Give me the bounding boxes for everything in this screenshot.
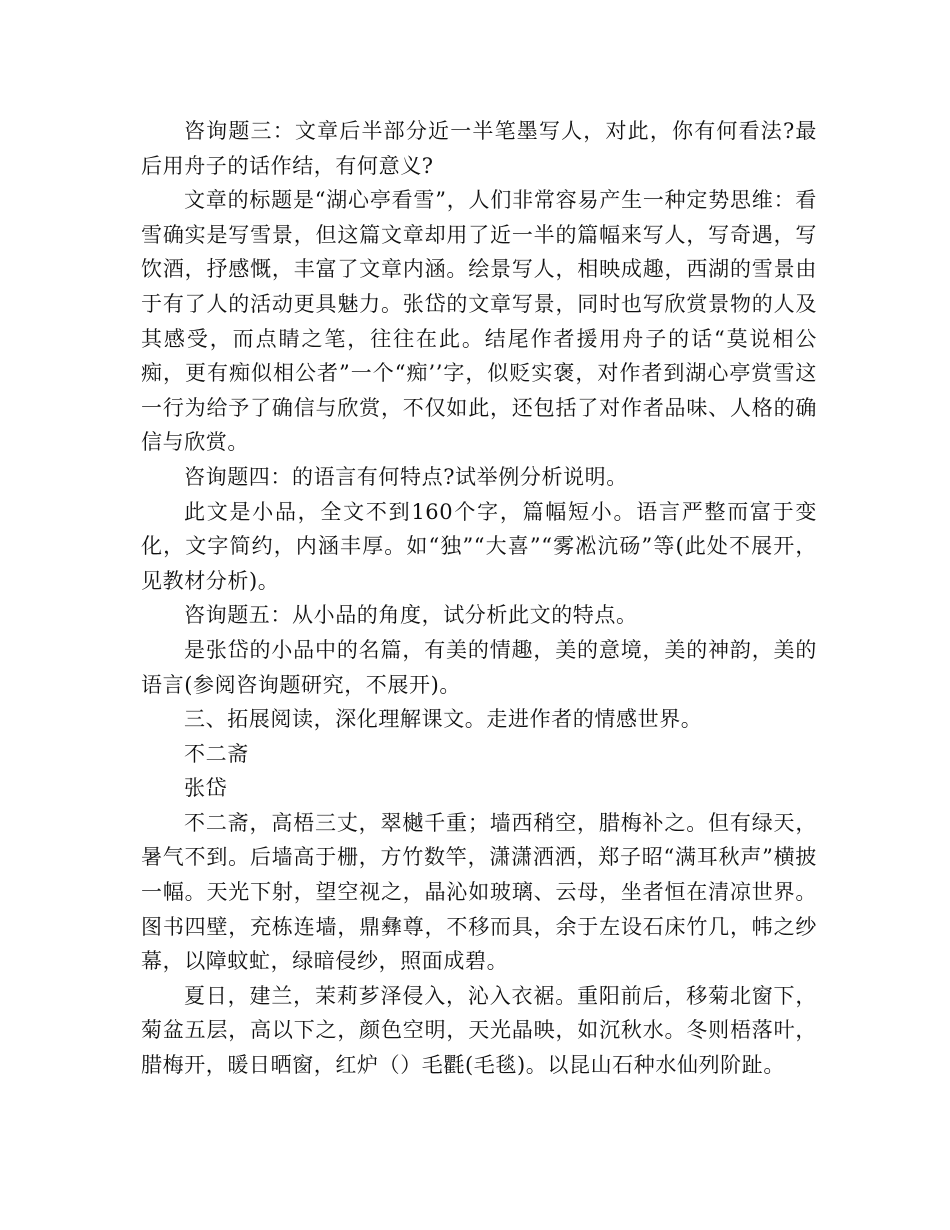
- document-body: [141, 114, 817, 1083]
- reading-paragraph: 不二斋，高梧三丈，翠樾千重；墙西稍空，腊梅补之。但有绿天，暑气不到。后墙高于栅，方竹数竿，潇潇洒洒，郑子昭“满耳秋声”横披一幅。天光下射，望空视之，晶沁如玻璃、云母，坐者恒在清凉世界。图书四壁，充栋连墙，鼎彝尊，不移而具，余于左设石床竹几，帏之纱幕，以障蚊虻，绿暗侵纱，照面成碧。: [141, 810, 817, 974]
- question-three: 咨询题三：文章后半部分近一半笔墨写人，对此，你有何看法?最后用舟子的话作结，有何意义?: [141, 119, 817, 178]
- answer-three: 文章的标题是“湖心亭看雪”，人们非常容易产生一种定势思维：看雪确实是写雪景，但这篇文章却用了近一半的篇幅来写人，写奇遇，写饮酒，抒感慨，丰富了文章内涵。绘景写人，相映成趣，西湖的雪景由于有了人的活动更具魅力。张岱的文章写景，同时也写欣赏景物的人及其感受，而点睛之笔，往往在此。结尾作者援用舟子的话“莫说相公痴，更有痴似相公者”一个“痴’’字，似贬实褒，对作者到湖心亭赏雪这一行为给予了确信与欣赏，不仅如此，还包括了对作者品味、人格的确信与欣赏。: [141, 188, 817, 455]
- reading-title: 不二斋: [184, 741, 249, 766]
- question-five: 咨询题五：从小品的角度，试分析此文的特点。: [184, 603, 638, 628]
- answer-five: 是张岱的小品中的名篇，有美的情趣，美的意境，美的神韵，美的语言(参阅咨询题研究，不展开)。: [141, 637, 817, 697]
- answer-four: 此文是小品，全文不到160个字，篇幅短小。语言严整而富于变化，文字简约，内涵丰厚。如“独”“大喜”“雾凇沆砀”等(此处不展开，见教材分析)。: [141, 499, 817, 593]
- question-four: 咨询题四：的语言有何特点?试举例分析说明。: [184, 464, 628, 489]
- reading-paragraph: 夏日，建兰，茉莉芗泽侵入，沁入衣裾。重阳前后，移菊北窗下，菊盆五层，高以下之，颜色空明，天光晶映，如沉秋水。冬则梧落叶，腊梅开，暖日晒窗，红炉（）毛氍(毛毯)。以昆山石种水仙列阶趾。: [141, 983, 817, 1078]
- section-heading: 三、拓展阅读，深化理解课文。走进作者的情感世界。: [184, 707, 703, 732]
- reading-author: 张岱: [184, 776, 228, 801]
